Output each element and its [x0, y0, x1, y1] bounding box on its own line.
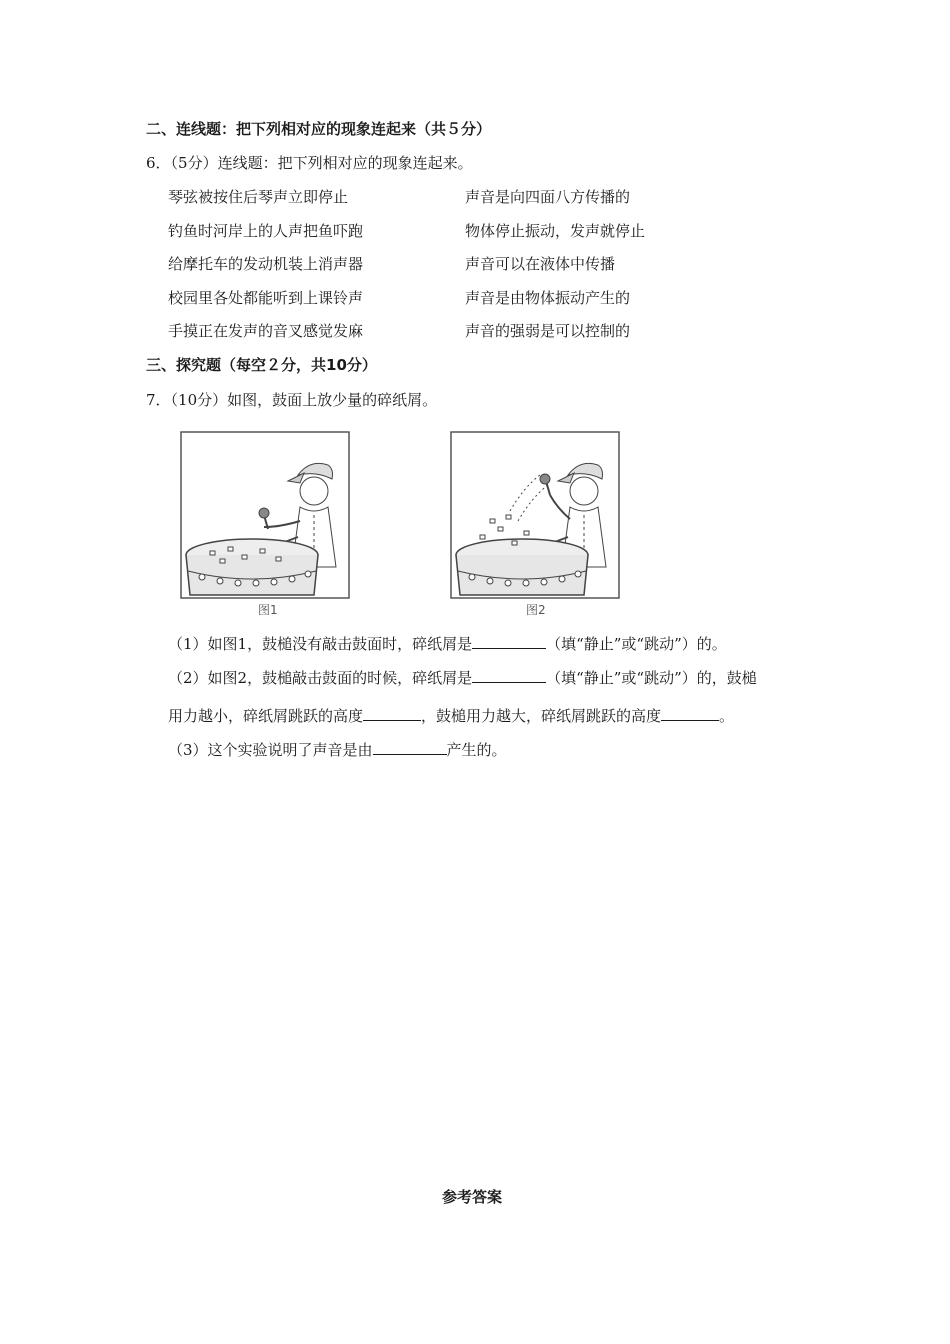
section2-heading: 二、连线题：把下列相对应的现象连起来（共５分）: [146, 120, 492, 138]
q7-part3-end: 产生的。: [446, 741, 507, 759]
answers-heading: 参考答案: [442, 1188, 503, 1206]
q6-right-item: 声音是由物体振动产生的: [465, 289, 631, 307]
q7-part2-text: （2）如图2，鼓槌敲击鼓面的时候，碎纸屑是: [168, 669, 473, 687]
q6-left-item: 校园里各处都能听到上课铃声: [168, 289, 364, 307]
q6-right-item: 声音是向四面八方传播的: [465, 188, 631, 206]
q7-stem: 7．（10分）如图，鼓面上放少量的碎纸屑。: [146, 391, 438, 409]
q7-part1-text: （1）如图1，鼓槌没有敲击鼓面时，碎纸屑是: [168, 635, 473, 653]
answer-blank[interactable]: [363, 706, 421, 721]
q6-right-item: 物体停止振动，发声就停止: [465, 222, 646, 240]
answer-blank[interactable]: [661, 706, 719, 721]
q6-right-item: 声音的强弱是可以控制的: [465, 322, 631, 340]
figure-2-drum-bouncing: [450, 431, 620, 599]
figure-2-caption: 图2: [526, 603, 546, 617]
q7-part2-hint: （填“静止”或“跳动”）的，鼓槌: [546, 669, 757, 687]
section3-heading: 三、探究题（每空２分，共10分）: [146, 356, 377, 374]
q7-part3: [168, 740, 507, 760]
q6-left-item: 钓鱼时河岸上的人声把鱼吓跑: [168, 222, 364, 240]
figure-1-caption: 图1: [258, 603, 278, 617]
q6-left-item: 琴弦被按住后琴声立即停止: [168, 188, 349, 206]
answer-blank[interactable]: [373, 740, 447, 755]
q7-part1-hint: （填“静止”或“跳动”）的。: [546, 635, 727, 653]
q7-part2-line1: [168, 668, 757, 688]
q6-right-item: 声音可以在液体中传播: [465, 255, 616, 273]
q7-part2-text-2: 用力越小，碎纸屑跳跃的高度: [168, 707, 364, 725]
q7-part2-line2: [168, 706, 734, 726]
q7-part3-text: （3）这个实验说明了声音是由: [168, 741, 373, 759]
answer-blank[interactable]: [472, 668, 546, 683]
figure-1-drum-still: [180, 431, 350, 599]
q7-part2-text-3: ，鼓槌用力越大，碎纸屑跳跃的高度: [421, 707, 662, 725]
q6-left-item: 手摸正在发声的音叉感觉发麻: [168, 322, 364, 340]
q6-left-item: 给摩托车的发动机装上消声器: [168, 255, 364, 273]
q7-part1: [168, 634, 727, 654]
q7-part2-end: 。: [719, 707, 735, 725]
answer-blank[interactable]: [472, 634, 546, 649]
q6-stem: 6．（5分）连线题：把下列相对应的现象连起来。: [146, 154, 473, 172]
